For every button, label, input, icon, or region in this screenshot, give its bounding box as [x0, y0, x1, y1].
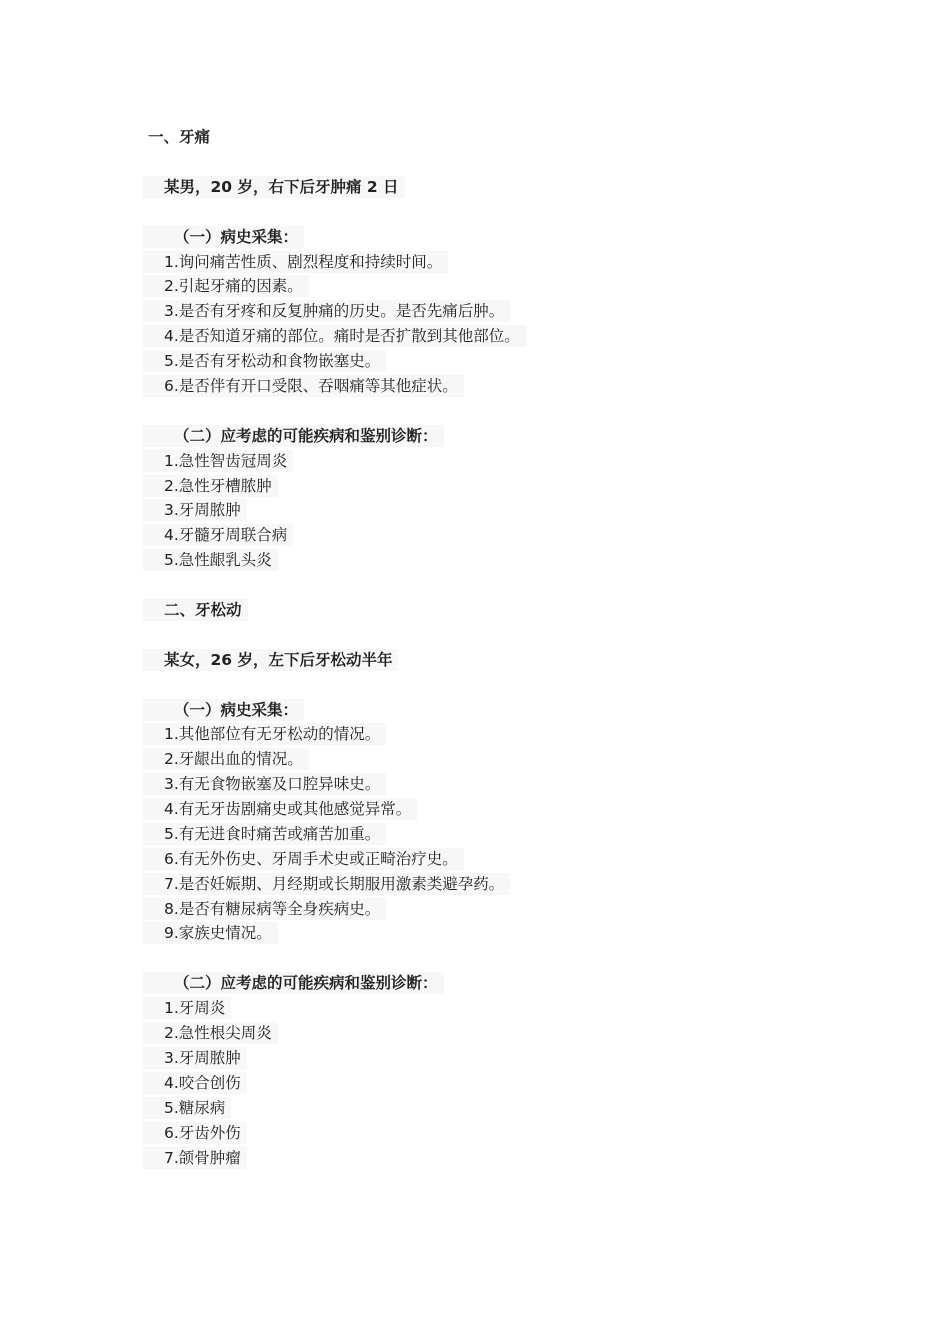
list-item: 3.牙周脓肿	[143, 1047, 247, 1069]
list-item: 2.急性根尖周炎	[143, 1022, 278, 1044]
list-item: 7.是否妊娠期、月经期或长期服用激素类避孕药。	[143, 873, 510, 895]
list-item: 6.有无外伤史、牙周手术史或正畸治疗史。	[143, 848, 464, 870]
list-item: 4.咬合创伤	[143, 1072, 247, 1094]
list-item: 5.有无进食时痛苦或痛苦加重。	[143, 823, 386, 845]
list-item: 1.急性智齿冠周炎	[143, 450, 293, 472]
list-item: 2.引起牙痛的因素。	[143, 275, 309, 297]
list-item: 6.是否伴有开口受限、吞咽痛等其他症状。	[143, 375, 464, 397]
list-item: 1.牙周炎	[143, 997, 231, 1019]
list-item: 3.是否有牙疼和反复肿痛的历史。是否先痛后肿。	[143, 300, 510, 322]
list-item: 3.有无食物嵌塞及口腔异味史。	[143, 773, 386, 795]
list-item: 1.其他部位有无牙松动的情况。	[143, 723, 386, 745]
case-description-2: 某女，26 岁，左下后牙松动半年	[143, 649, 398, 671]
list-item: 4.有无牙齿剧痛史或其他感觉异常。	[143, 798, 417, 820]
list-item: 2.急性牙槽脓肿	[143, 475, 278, 497]
list-item: 5.糖尿病	[143, 1097, 231, 1119]
list-item: 5.是否有牙松动和食物嵌塞史。	[143, 350, 386, 372]
list-item: 5.急性龈乳头炎	[143, 549, 278, 571]
list-item: 3.牙周脓肿	[143, 499, 247, 521]
list-item: 4.是否知道牙痛的部位。痛时是否扩散到其他部位。	[143, 325, 526, 347]
diagnosis-title-2: （二）应考虑的可能疾病和鉴别诊断：	[143, 972, 444, 994]
list-item: 6.牙齿外伤	[143, 1122, 247, 1144]
list-item: 2.牙龈出血的情况。	[143, 748, 309, 770]
list-item: 4.牙髓牙周联合病	[143, 524, 293, 546]
list-item: 8.是否有糖尿病等全身疾病史。	[143, 898, 386, 920]
list-item: 9.家族史情况。	[143, 922, 278, 944]
list-item: 7.颌骨肿瘤	[143, 1147, 247, 1169]
diagnosis-title-1: （二）应考虑的可能疾病和鉴别诊断：	[143, 425, 444, 447]
history-title-2: （一）病史采集：	[143, 699, 304, 721]
list-item: 1.询问痛苦性质、剧烈程度和持续时间。	[143, 251, 448, 273]
case-description-1: 某男，20 岁，右下后牙肿痛 2 日	[143, 176, 405, 198]
section-heading-loose-teeth: 二、牙松动	[143, 599, 248, 621]
history-title-1: （一）病史采集：	[143, 226, 304, 248]
section-heading-toothache: 一、牙痛	[148, 128, 211, 146]
